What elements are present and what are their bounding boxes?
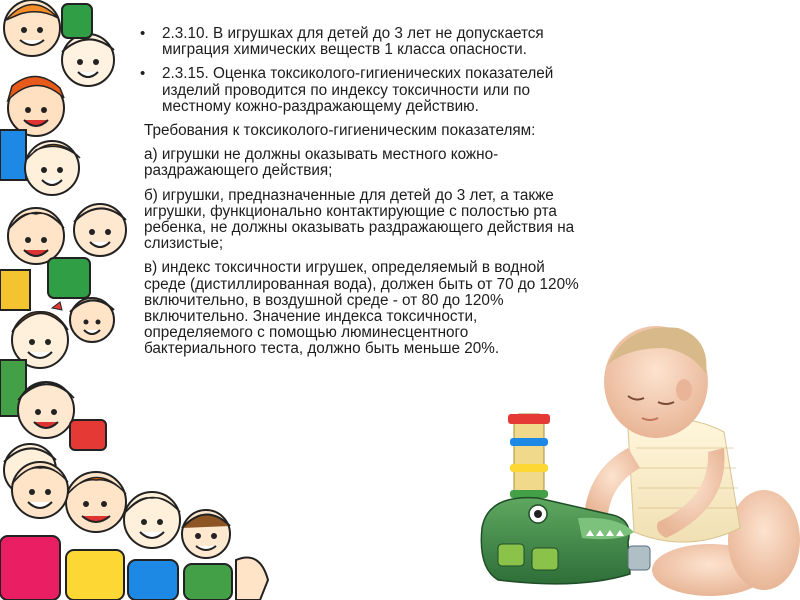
- cartoon-child-face: [182, 510, 230, 558]
- cartoon-child-face: [62, 34, 114, 86]
- bullet-item: • 2.3.10. В игрушках для детей до 3 лет не допускается миграция химических веществ 1 класса опасности.: [140, 26, 580, 58]
- cartoon-child-face: [8, 76, 64, 136]
- cartoon-child-face: [74, 204, 126, 256]
- baby-ear-shape: [676, 379, 692, 401]
- baby-leg-shape: [728, 490, 800, 590]
- green-shirt-shape: [62, 4, 92, 38]
- blue-shirt-shape: [0, 130, 26, 180]
- bullet-item: • 2.3.15. Оценка токсиколого-гигиенических показателей изделий проводится по индексу токсичности или по местному кожно-раздражающему действию.: [140, 66, 580, 115]
- green-shirt-shape: [48, 258, 90, 298]
- cartoon-child-face: [124, 492, 180, 548]
- pink-shirt-shape: [0, 536, 60, 600]
- requirements-heading: Требования к токсиколого-гигиеническим показателям:: [144, 122, 536, 140]
- requirement-item: в) индекс токсичности игрушек, определяемый в водной среде (дистиллированная вода), должен быть от 70 до 120% включительно, в воздушной среде - от 80 до 120% включительно. Значение индекса токсичности, определяемого с помощью люминесцентного бактериального теста, должно быть меньше 20%.: [144, 259, 579, 358]
- requirement-item: а) игрушки не должны оказывать местного кожно-раздражающего действия;: [144, 146, 499, 180]
- green-shirt-shape: [184, 564, 232, 600]
- cartoon-child-face: [66, 472, 126, 532]
- cartoon-child-face: [18, 382, 74, 438]
- crocodile-toy-shape: [481, 414, 650, 584]
- yellow-shirt-shape: [66, 550, 124, 600]
- cartoon-child-face: [12, 302, 68, 368]
- blue-shirt-shape: [128, 560, 178, 600]
- cartoon-child-face: [25, 141, 80, 195]
- requirement-item: б) игрушки, предназначенные для детей до 3 лет, а также игрушки, функционально контактирующие с полостью рта ребенка, не должны оказывать раздражающего действия на слизистые;: [144, 186, 575, 253]
- cartoon-child-face: [12, 462, 68, 518]
- yellow-shirt-shape: [0, 270, 30, 310]
- cartoon-children-group: [0, 440, 300, 600]
- cartoon-child-face: [70, 298, 114, 342]
- cartoon-child-face: [4, 0, 60, 56]
- bullet-list: [140, 26, 580, 115]
- slide-text: [140, 26, 580, 366]
- waving-hand-shape: [236, 558, 268, 600]
- cartoon-child-face: [8, 208, 64, 264]
